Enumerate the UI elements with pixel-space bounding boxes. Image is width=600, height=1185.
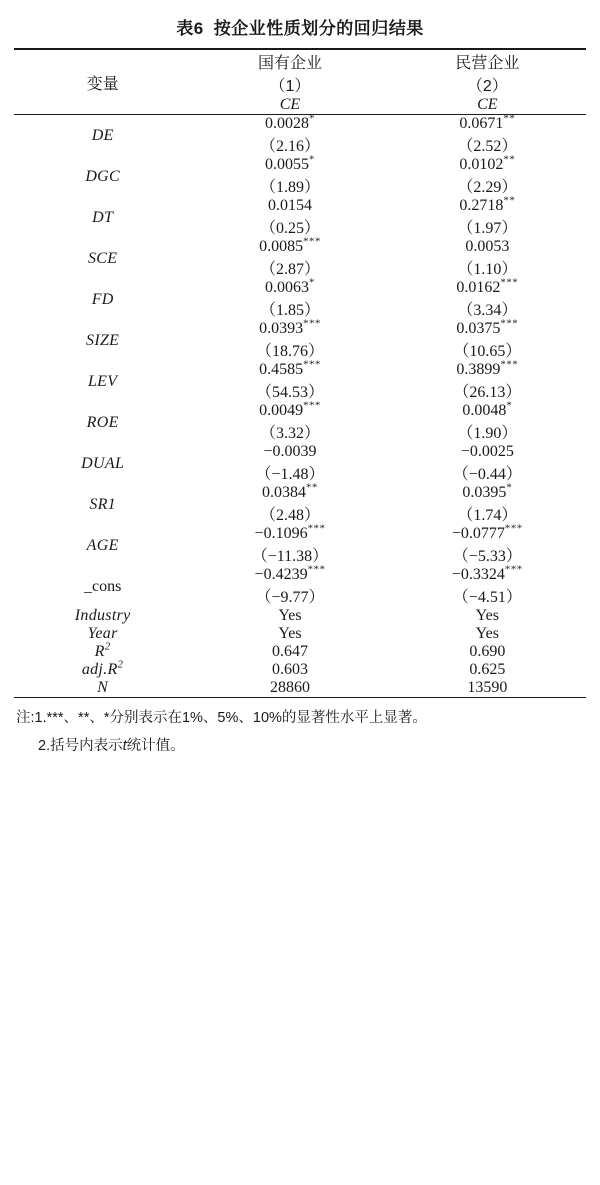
- significance-stars: ***: [504, 522, 523, 535]
- summary-value: 13590: [467, 679, 508, 696]
- t-statistic-value: （2.87）: [259, 261, 320, 278]
- header-dependent-2: CE: [477, 96, 498, 113]
- significance-stars: **: [503, 194, 516, 207]
- note-line-2-italic: t: [122, 737, 127, 754]
- significance-stars: ***: [307, 522, 326, 535]
- t-statistic-value: （3.34）: [457, 302, 518, 319]
- summary-value: Yes: [475, 607, 499, 624]
- header-number-2: （2）: [466, 78, 508, 95]
- coefficient-value: 0.0085***: [259, 235, 321, 255]
- superscript: 2: [104, 640, 111, 653]
- t-statistic-value: （−1.48）: [255, 466, 325, 483]
- significance-stars: ***: [303, 399, 321, 412]
- variable-name: DGC: [85, 167, 120, 185]
- significance-stars: **: [306, 481, 318, 494]
- coefficient-value: −0.0025: [460, 443, 514, 460]
- coefficient-value: 0.0055*: [265, 153, 315, 173]
- variable-name: SCE: [87, 249, 118, 267]
- coefficient-value: −0.0777***: [451, 522, 523, 542]
- table-notes: [14, 698, 586, 760]
- t-statistic-value: （−5.33）: [452, 548, 522, 565]
- table-row: [14, 156, 586, 174]
- summary-body: [14, 607, 586, 698]
- variable-name: SIZE: [86, 331, 120, 349]
- significance-stars: ***: [303, 358, 321, 371]
- coefficient-value: 0.2718**: [459, 194, 516, 214]
- coefficient-value: −0.1096***: [254, 522, 326, 542]
- t-statistic-value: （−11.38）: [251, 548, 329, 565]
- coefficient-value: 0.0048*: [462, 399, 513, 419]
- t-statistic-value: （2.16）: [259, 138, 320, 155]
- t-statistic-value: （3.32）: [259, 425, 320, 442]
- significance-stars: ***: [500, 358, 519, 371]
- header-number-1: （1）: [269, 78, 311, 95]
- variable-name: LEV: [87, 372, 118, 390]
- t-statistic-value: （0.25）: [259, 220, 320, 237]
- summary-value: Yes: [475, 625, 499, 642]
- summary-row: [14, 607, 586, 625]
- note-line-2: [16, 733, 584, 761]
- summary-label: N: [97, 679, 109, 696]
- t-statistic-value: （2.48）: [259, 507, 320, 524]
- table-row: [14, 361, 586, 379]
- coefficient-value: 0.0063*: [265, 276, 315, 296]
- coefficient-value: 0.0384**: [262, 481, 318, 501]
- superscript: 2: [117, 658, 124, 671]
- coefficient-value: 0.4585***: [259, 358, 321, 378]
- coefficient-value: 0.0162***: [456, 276, 519, 296]
- header-group-2: 民营企业: [455, 55, 520, 72]
- t-statistic-value: （1.89）: [259, 179, 320, 196]
- variable-name: SR1: [89, 495, 116, 513]
- table-number: 表6: [176, 19, 204, 38]
- significance-stars: *: [309, 153, 315, 166]
- t-statistic-value: （−9.77）: [255, 589, 325, 606]
- header-variable-label: 变量: [86, 75, 119, 93]
- variable-name: DT: [92, 208, 114, 226]
- table-row: [14, 238, 586, 256]
- summary-label: $adj.R^2$: [81, 658, 124, 678]
- coefficient-value: 0.0375***: [456, 317, 519, 337]
- summary-row: [14, 661, 586, 679]
- summary-label: $R^2$: [94, 640, 111, 660]
- summary-value: 0.647: [271, 643, 308, 660]
- summary-value: 0.603: [271, 661, 308, 678]
- table-row: [14, 443, 586, 461]
- coefficient-body: [14, 112, 586, 607]
- table-row: [14, 484, 586, 502]
- t-statistic-value: （18.76）: [255, 343, 324, 360]
- significance-stars: *: [309, 276, 315, 289]
- variable-name: _cons: [83, 577, 122, 595]
- header-group-1: 国有企业: [257, 55, 322, 72]
- note-line-2-suffix: 统计值。: [126, 737, 185, 754]
- table-row: [14, 279, 586, 297]
- table-row: [14, 115, 586, 133]
- t-statistic-value: （10.65）: [453, 343, 522, 360]
- significance-stars: *: [506, 481, 513, 494]
- summary-label: Year: [87, 625, 118, 642]
- coefficient-value: 0.0049***: [259, 399, 321, 419]
- table-row: [14, 402, 586, 420]
- regression-table: [14, 48, 586, 698]
- variable-name: DUAL: [81, 454, 125, 472]
- t-statistic-value: （54.53）: [255, 384, 324, 401]
- variable-name: DE: [91, 126, 114, 144]
- t-statistic-value: （1.74）: [457, 507, 518, 524]
- coefficient-value: −0.3324***: [451, 563, 523, 583]
- summary-value: 28860: [269, 679, 310, 696]
- summary-value: Yes: [278, 625, 302, 642]
- significance-stars: ***: [303, 235, 321, 248]
- significance-stars: ***: [500, 317, 519, 330]
- coefficient-value: −0.4239***: [254, 563, 326, 583]
- variable-name: FD: [91, 290, 114, 308]
- summary-value: Yes: [278, 607, 302, 624]
- note-line-2-prefix: 2.括号内表示: [38, 737, 123, 754]
- coefficient-value: 0.0154: [267, 197, 312, 214]
- header-dependent-1: CE: [279, 96, 301, 113]
- table-row: [14, 566, 586, 584]
- summary-row: [14, 625, 586, 643]
- t-statistic-value: （−4.51）: [452, 589, 522, 606]
- coefficient-value: −0.0039: [263, 443, 317, 460]
- summary-row: [14, 643, 586, 661]
- coefficient-value: 0.0102**: [459, 153, 516, 173]
- summary-value: 0.625: [469, 661, 506, 678]
- coefficient-value: 0.0053: [465, 238, 510, 255]
- summary-value: 0.690: [469, 643, 506, 660]
- coefficient-value: 0.0393***: [259, 317, 321, 337]
- t-statistic-value: （1.10）: [457, 261, 518, 278]
- t-statistic-value: （1.85）: [259, 302, 320, 319]
- t-statistic-value: （1.97）: [457, 220, 518, 237]
- significance-stars: **: [503, 153, 516, 166]
- t-statistic-value: （26.13）: [453, 384, 522, 401]
- table-title: [14, 8, 586, 48]
- header-group-row: [14, 50, 586, 73]
- significance-stars: **: [503, 112, 516, 125]
- coefficient-value: 0.3899***: [456, 358, 519, 378]
- significance-stars: ***: [307, 563, 326, 576]
- significance-stars: ***: [303, 317, 321, 330]
- table-row: [14, 320, 586, 338]
- significance-stars: *: [506, 399, 513, 412]
- table-row: [14, 525, 586, 543]
- t-statistic-value: （1.90）: [457, 425, 518, 442]
- variable-name: ROE: [86, 413, 119, 431]
- coefficient-value: 0.0028*: [265, 112, 315, 132]
- significance-stars: *: [309, 112, 315, 125]
- note-line-1: 注:1.***、**、*分别表示在1%、5%、10%的显著性水平上显著。: [16, 710, 427, 726]
- variable-name: AGE: [86, 536, 119, 554]
- significance-stars: ***: [500, 276, 519, 289]
- summary-row: [14, 679, 586, 698]
- t-statistic-value: （−0.44）: [452, 466, 522, 483]
- t-statistic-value: （2.29）: [457, 179, 518, 196]
- summary-label: Industry: [74, 607, 131, 624]
- table-title-text: 按企业性质划分的回归结果: [213, 19, 424, 38]
- t-statistic-value: （2.52）: [457, 138, 518, 155]
- coefficient-value: 0.0671**: [459, 112, 516, 132]
- coefficient-value: 0.0395*: [462, 481, 513, 501]
- significance-stars: ***: [504, 563, 523, 576]
- table-row: [14, 197, 586, 215]
